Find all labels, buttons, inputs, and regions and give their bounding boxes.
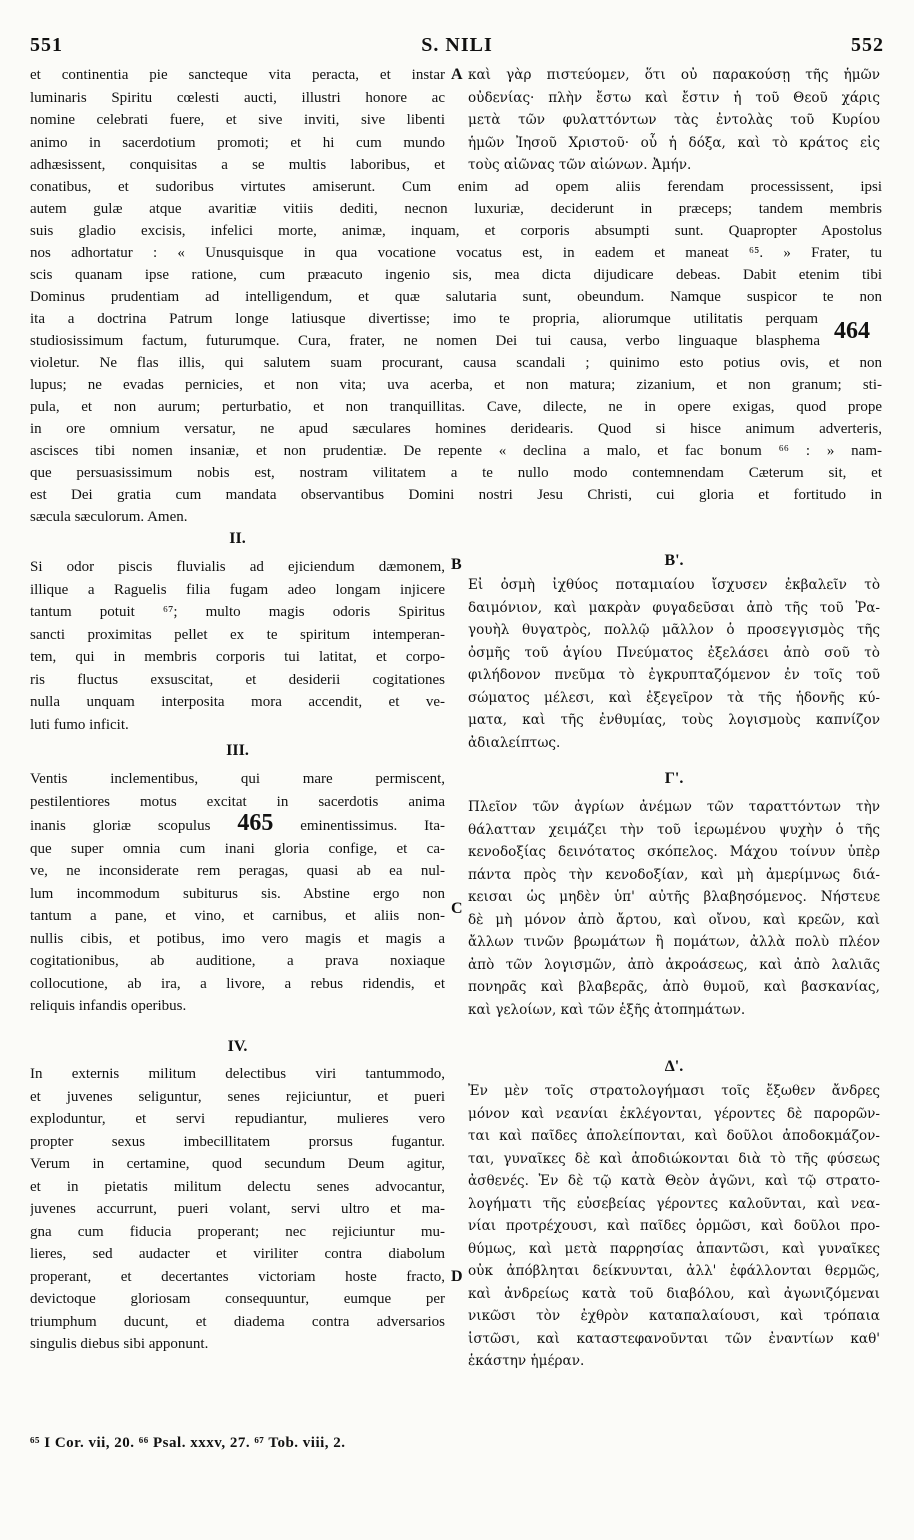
section-3-latin: [30, 768, 445, 1018]
text-line: lum incommodum subiturus sis. Abstine ergo non: [30, 885, 445, 902]
text-line: et juvenes seliguntur, senes rejiciuntur, et pueri: [30, 1088, 445, 1105]
text-line: nomine celebrati fuere, et sive inviti, sive libenti: [30, 112, 445, 128]
text-line: scis quanam ipse ratione, cum præacuto ingenio sis, mea dicta dijudicare debeas. Dabit etenim tibi: [30, 267, 882, 283]
margin-letter-b: B: [451, 556, 462, 573]
text-line: que super omnia cum inani gloria confige, et ca-: [30, 840, 445, 857]
text-line: tantum potuit ⁶⁷; multo magis odoris Spiritus: [30, 604, 445, 620]
text-line: δαιμόνιον, καὶ μακρὰν φυγαδεῦσαι ἀπὸ τῆς τοῦ Ῥα-: [468, 599, 880, 616]
text-line: καὶ ἀνδρείως κατὰ τοῦ διαβόλου, καὶ ἀγωνιζόμεναι: [468, 1285, 880, 1302]
text-line: cogitationibus, ab auditione, a prava noxiaque: [30, 953, 445, 969]
text-line: et in pietatis militum delectu senes advocantur,: [30, 1178, 445, 1195]
text-line: ἀδιαλείπτως.: [468, 734, 561, 751]
text-line: νικῶσι τὸν ἐχθρὸν καταπαλαίουσι, καὶ τρόπαια: [468, 1308, 880, 1324]
text-line: ris fluctus exsuscitat, et desiderii cogitationes: [30, 671, 445, 688]
text-line: ἑκάστην ἡμέραν.: [468, 1353, 585, 1369]
text-line: inanis gloriæ scopulus 465 eminentissimus. Ita-: [30, 813, 445, 838]
text-line: σώματος μέλεσι, καὶ ἐξεγεῖρον τὰ τῆς ἡδονῆς κύ-: [468, 689, 880, 706]
text-line: ve, ne inconsiderate rem peragas, quasi ab ea nul-: [30, 863, 445, 879]
text-line: φιλήδονον πνεῦμα τὸ ἐγκρυπταζόμενον ἐν τοῖς τοῦ: [468, 667, 880, 683]
text-line: κεισαι ὡς μηδὲν ὑπ' αὐτῆς βλαβησόμενος. Νήστευε: [468, 889, 880, 905]
text-line: Ἐν μὲν τοῖς στρατολογήμασι τοῖς ἔξωθεν ἄνδρες: [468, 1083, 880, 1099]
text-line: μετὰ τῶν φυλαττόντων τὰς ἐντολὰς τοῦ Κυρίου: [468, 112, 880, 128]
text-line: violetur. Ne flas illis, qui salutem suam procurant, causa scandali ; quinimo esto potius ovis, et non: [30, 355, 882, 371]
section-heading-greek-3: Γ'.: [664, 770, 684, 787]
text-line: sæcula sæculorum. Amen.: [30, 509, 188, 525]
text-line: propter sexus imbecillitatem prorsus fugantur.: [30, 1133, 445, 1150]
text-line: ascisces tibi nomen insaniæ, et non prudentiæ. De repente « declina a malo, et fac bonum ⁶⁶ : » nam-: [30, 443, 882, 459]
text-line: nulla unquam interposita mora accendit, et ve-: [30, 694, 445, 710]
text-line: luminaris Spiritu cœlesti aucti, illustri honore ac: [30, 89, 445, 106]
text-line: exploduntur, et servi repudiantur, mulieres vero: [30, 1111, 445, 1127]
text-line: Dominus prudentiam ad intelligendum, et quæ salutaria sunt, obeundum. Namque suspicor te non: [30, 289, 882, 305]
text-line: θάλατταν χειμάζει τὴν τοῦ ἱερωμένου ψυχὴν ὁ τῆς: [468, 821, 880, 838]
text-line: ἄλλων τινῶν βρωμάτων ἢ πομάτων, ἀλλὰ πολὺ πλέον: [468, 934, 880, 950]
text-line: pestilentiores motus excitat in sacerdotis anima: [30, 793, 445, 810]
section-2-latin: [30, 556, 445, 736]
text-line: ται καὶ παῖδες ἀπολείπονται, καὶ δοῦλοι ἀποδοκμάζον-: [468, 1128, 880, 1144]
section-heading-greek-4: Δ'.: [664, 1058, 684, 1075]
section-4-latin: [30, 1063, 445, 1356]
text-line: Verum in certamine, quod secundum Deum agitur,: [30, 1156, 445, 1172]
text-line: lupus; ne evadas pernicies, et non vita; uva acerba, et non matura; zizanium, et non granum; sti-: [30, 377, 882, 393]
text-line: et continentia pie sancteque vita peracta, et instar: [30, 67, 445, 83]
text-line: λογήματι τῆς εὐσεβείας γέροντες καλοῦνται, καὶ νεα-: [468, 1195, 880, 1212]
text-line: luti fumo inficit.: [30, 716, 129, 733]
text-line: οὐδενίας· πλὴν ἔστω καὶ ἔστιν ἡ τοῦ Θεοῦ χάρις: [468, 89, 880, 106]
text-line: πονηρᾶς καὶ βλαβερᾶς, ἀπὸ θυμοῦ, καὶ βασκανίας,: [468, 979, 880, 995]
text-line: properant, et decertantes victoriam hoste fracto,: [30, 1268, 445, 1285]
text-line: nullis cibis, et potibus, imo vero magis et magis a: [30, 930, 445, 947]
text-line: animo in sacerdotium promoti; et hi cum mundo: [30, 134, 445, 151]
page-number-right: 552: [851, 34, 884, 56]
text-line: devictoque gloriosam consequuntur, eumque per: [30, 1291, 445, 1307]
text-line: ὀσμῆς τοῦ ἁγίου Πνεύματος ἐξελάσει ἀπὸ σοῦ τὸ: [468, 644, 880, 661]
text-line: δὲ μὴ μόνον ἀπὸ ἄρτου, καὶ οἴνου, καὶ κρεῶν, καὶ: [468, 911, 880, 928]
section-heading-latin-4: IV.: [227, 1038, 248, 1055]
text-line: θύμως, καὶ μετὰ παρρησίας ἀπαντῶσι, καὶ γυναῖκες: [468, 1240, 880, 1257]
text-line: collocutione, ab ira, a livore, a rebus ridendis, et: [30, 975, 445, 992]
text-line: lieres, sed audacter et viriliter contra diabolum: [30, 1246, 445, 1262]
top-greek-column: [468, 64, 880, 177]
text-line: tem, qui in membris corporis tui latitat, et corpo-: [30, 649, 445, 665]
text-line: Πλεῖον τῶν ἀγρίων ἀνέμων τῶν ταραττόντων τὴν: [468, 799, 880, 815]
text-line: sancti proximitas pellet ex te spiritum intemperan-: [30, 626, 445, 643]
section-4-greek: [468, 1080, 880, 1373]
text-line: tantum a pane, et vino, et carnibus, et aliis non-: [30, 908, 445, 924]
margin-letter-c: C: [451, 900, 463, 917]
footnotes: ⁶⁵ I Cor. vii, 20. ⁶⁶ Psal. xxxv, 27. ⁶⁷ Tob. viii, 2.: [30, 1435, 346, 1451]
text-line: γουὴλ θυγατρὸς, πολλῷ μᾶλλον ὁ προσεγγισμὸς τῆς: [468, 622, 880, 638]
text-line: κενοδοξίας δεινότατος σκόπελος. Μάχου τοίνυν ὑπὲρ: [468, 844, 880, 860]
text-line: πάντα πρὸς τὴν κενοδοξίαν, καὶ μὴ ἀμερίμνως διά-: [468, 866, 880, 883]
top-latin-column: [30, 64, 445, 177]
text-line: καὶ γὰρ πιστεύομεν, ὅτι οὐ παρακούσῃ τῆς ἡμῶν: [468, 67, 880, 83]
section-3-greek: [468, 796, 880, 1021]
text-line: est Dei gratia cum mandata observantibus Domini nostri Jesu Christi, cui gloria et fortitudo in: [30, 487, 882, 503]
text-line: nos adhortatur : « Unusquisque in qua vocatione vocatus est, in eadem et maneat ⁶⁵. » Frater, tu: [30, 245, 882, 261]
text-line: juvenes accurrunt, pueri volant, servi ultro et ma-: [30, 1201, 445, 1217]
text-line: οὐκ ἀπόβληται δείκνυνται, ἀλλ' ἐφάλλονται θερμῶς,: [468, 1263, 880, 1279]
running-title: S. NILI: [421, 34, 493, 56]
margin-letter-a: A: [451, 66, 463, 83]
text-line: suis gladio excisis, infelici morte, animæ, inquam, et corporis absumpti sunt. Quapropter Apostolus: [30, 223, 882, 239]
text-line: καὶ γελοίων, καὶ τῶν ἑξῆς ἀτοπημάτων.: [468, 1001, 746, 1018]
text-line: autem gulæ atque avaritiæ vitiis dediti, necnon luxuriæ, deciderunt in præceps; tandem membris: [30, 201, 882, 217]
text-line: adhæsissent, conquisitas a se multis laboribus, et: [30, 157, 445, 173]
text-line: ἀπὸ τῶν λογισμῶν, ἀπὸ ἀκροάσεως, καὶ ἀπὸ λαλιᾶς: [468, 956, 880, 973]
section-heading-latin-3: III.: [226, 742, 249, 759]
page-number-left: 551: [30, 34, 63, 56]
text-line: Εἰ ὀσμὴ ἰχθύος ποταμιαίου ἴσχυσεν ἐκβαλεῖν τὸ: [468, 577, 880, 593]
text-line: que persuasissimum nobis est, nostram vilitatem a te nullo modo contemnendam Cæterum sit, et: [30, 465, 882, 481]
text-line: pula, et non aurum; perturbatio, et non tranquillitas. Cave, dilecte, ne in opere exigas, quod prope: [30, 399, 882, 415]
text-line: studiosissimum factum, futurumque. Cura, frater, ne nomen Dei tui causa, verbo linguaque blasphema: [30, 333, 820, 349]
text-line: gna cum fiducia properant; nec rejiciuntur mu-: [30, 1223, 445, 1240]
text-line: ται, γυναῖκες δὲ καὶ ἀποδιώκονται διὰ τὸ τῆς φύσεως: [468, 1150, 880, 1167]
text-line: ματα, καὶ τῆς ἐνθυμίας, τοὺς λογισμοὺς καπνίζον: [468, 712, 880, 728]
text-line: in ore omnium versatur, ne apud sæculares homines deridearis. Quod si hisce animum adverteris,: [30, 421, 882, 437]
text-line: Si odor piscis fluvialis ad ejiciendum dæmonem,: [30, 559, 445, 575]
text-line: μόνον καὶ νεανίαι ἐκλέγονται, γέροντες δὲ παρορῶν-: [468, 1105, 880, 1122]
text-line: ἱστῶσι, καὶ καταστεφανοῦνται τῶν ἐναντίων καθ': [468, 1330, 880, 1347]
text-line: singulis diebus sibi apponunt.: [30, 1336, 209, 1352]
text-line: reliquis infandis operibus.: [30, 998, 187, 1014]
text-line: Ventis inclementibus, qui mare permiscent,: [30, 771, 445, 787]
text-line: triumphum ducunt, et diadema contra adversarios: [30, 1313, 445, 1330]
text-line: ἀσθενές. Ἐν δὲ τῷ κατὰ Θεὸν ἀγῶνι, καὶ τῷ στρατο-: [468, 1173, 880, 1189]
margin-letter-d: D: [451, 1268, 463, 1285]
section-heading-greek-2: Β'.: [664, 552, 684, 569]
section-heading-latin-2: II.: [229, 530, 246, 547]
margin-number-464: 464: [834, 318, 870, 344]
text-line: τοὺς αἰῶνας τῶν αἰώνων. Ἀμήν.: [468, 157, 692, 173]
text-line: ita a doctrina Patrum longe latiusque divertisse; imo te propria, aliorumque utilitatis perquam: [30, 311, 818, 327]
text-line: νίαι προτρέχουσι, καὶ παῖδες ὁρμῶσι, καὶ δοῦλοι προ-: [468, 1218, 880, 1234]
text-line: ἡμῶν Ἰησοῦ Χριστοῦ· οὗ ἡ δόξα, καὶ τὸ κράτος εἰς: [468, 134, 880, 151]
text-line: illique a Raguelis filia fugam adeo longam injicere: [30, 581, 445, 598]
text-line: conatibus, et sudoribus virtutes amiserunt. Cum enim ad opem aliis ferendam processissent, ipsi: [30, 179, 882, 195]
text-line: In externis militum delectibus viri tantummodo,: [30, 1066, 445, 1082]
margin-number-465: 465: [237, 813, 274, 836]
section-2-greek: [468, 574, 880, 754]
